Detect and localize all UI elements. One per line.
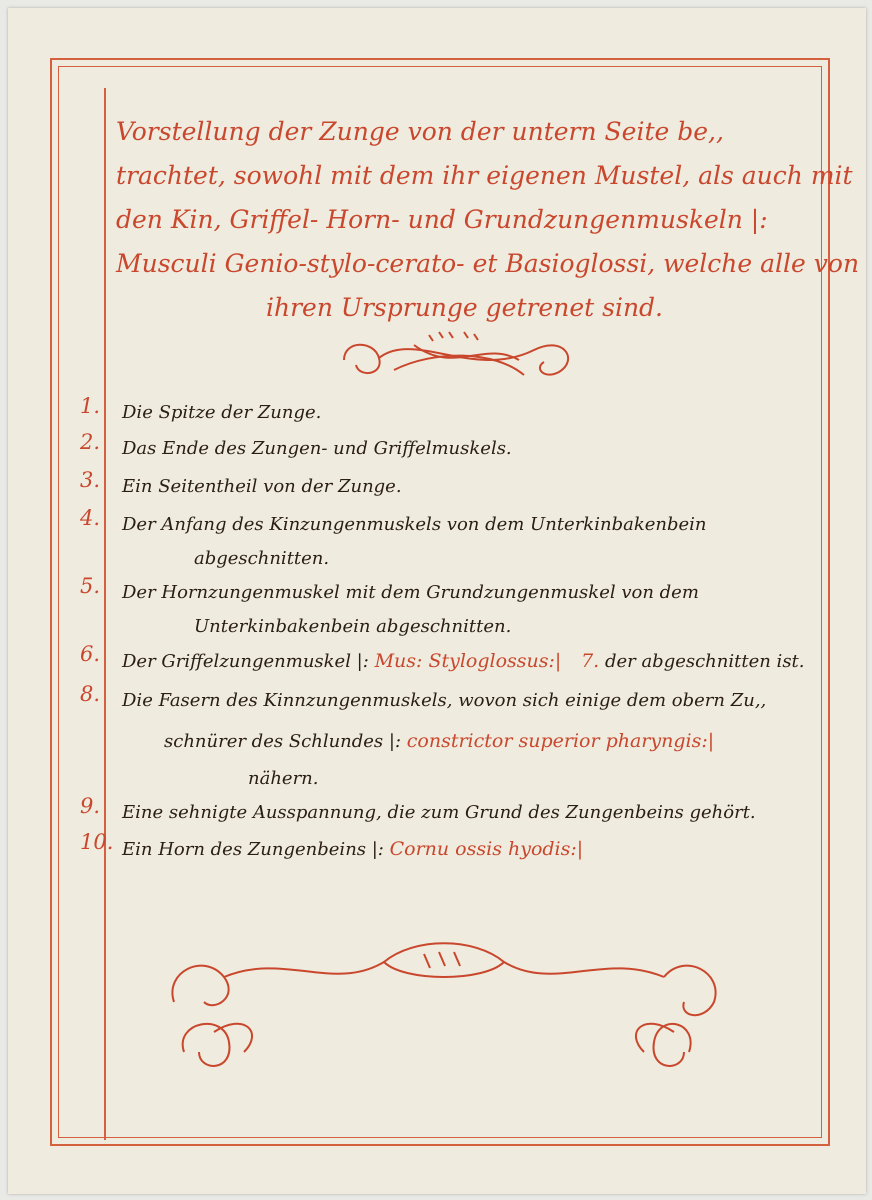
item-text-part: schnürer des Schlundes |: (164, 731, 402, 752)
title-line: trachtet, sowohl mit dem ihr eigenen Mustel, als auch mit (116, 161, 853, 190)
item-continuation (164, 722, 714, 761)
title-line: Musculi Genio-stylo-cerato- et Basioglossi, welche alle von (116, 249, 860, 278)
item-number: 10. (80, 830, 114, 854)
latin-term: Cornu ossis hyodis:| (389, 838, 584, 860)
margin-rule (104, 88, 106, 1140)
item-text: Eine sehnigte Ausspannung, die zum Grund des Zungenbeins gehört. (122, 802, 756, 823)
item-text-part: der abgeschnitten ist. (604, 651, 805, 672)
item-text (122, 830, 583, 869)
manuscript-page (8, 8, 866, 1194)
latin-term: constrictor superior pharyngis:| (406, 730, 715, 752)
item-number: 3. (80, 468, 101, 492)
item-number: 2. (80, 430, 101, 454)
item-continuation: abgeschnitten. (194, 548, 330, 569)
bottom-flourish (154, 932, 734, 1082)
item-number: 1. (80, 394, 101, 418)
item-number: 7. (581, 650, 600, 672)
top-flourish (334, 320, 584, 400)
item-text-part: Der Griffelzungenmuskel |: (122, 651, 369, 672)
item-number: 9. (80, 794, 101, 818)
item-text: Die Spitze der Zunge. (122, 402, 322, 423)
item-text: Der Anfang des Kinzungenmuskels von dem Unterkinbakenbein (122, 514, 707, 535)
item-text: Der Hornzungenmuskel mit dem Grundzungenmuskel von dem (122, 582, 699, 603)
item-continuation: Unterkinbakenbein abgeschnitten. (194, 616, 512, 637)
title-line: den Kin, Griffel- Horn- und Grundzungenmuskeln |: (116, 205, 768, 234)
item-number: 5. (80, 574, 101, 598)
item-number: 8. (80, 682, 101, 706)
item-number: 4. (80, 506, 101, 530)
item-text-part: Ein Horn des Zungenbeins |: (122, 839, 384, 860)
item-text: Das Ende des Zungen- und Griffelmuskels. (122, 438, 512, 459)
item-continuation: nähern. (248, 768, 319, 789)
item-text: Ein Seitentheil von der Zunge. (122, 476, 402, 497)
item-text: Die Fasern des Kinnzungenmuskels, wovon sich einige dem obern Zu,, (122, 690, 767, 711)
item-text (122, 642, 805, 681)
title-line: ihren Ursprunge getrenet sind. (266, 293, 663, 322)
page-title (116, 110, 860, 330)
latin-term: Mus: Styloglossus:| (374, 650, 562, 672)
item-number: 6. (80, 642, 101, 666)
title-line: Vorstellung der Zunge von der untern Seite be,, (116, 117, 724, 146)
